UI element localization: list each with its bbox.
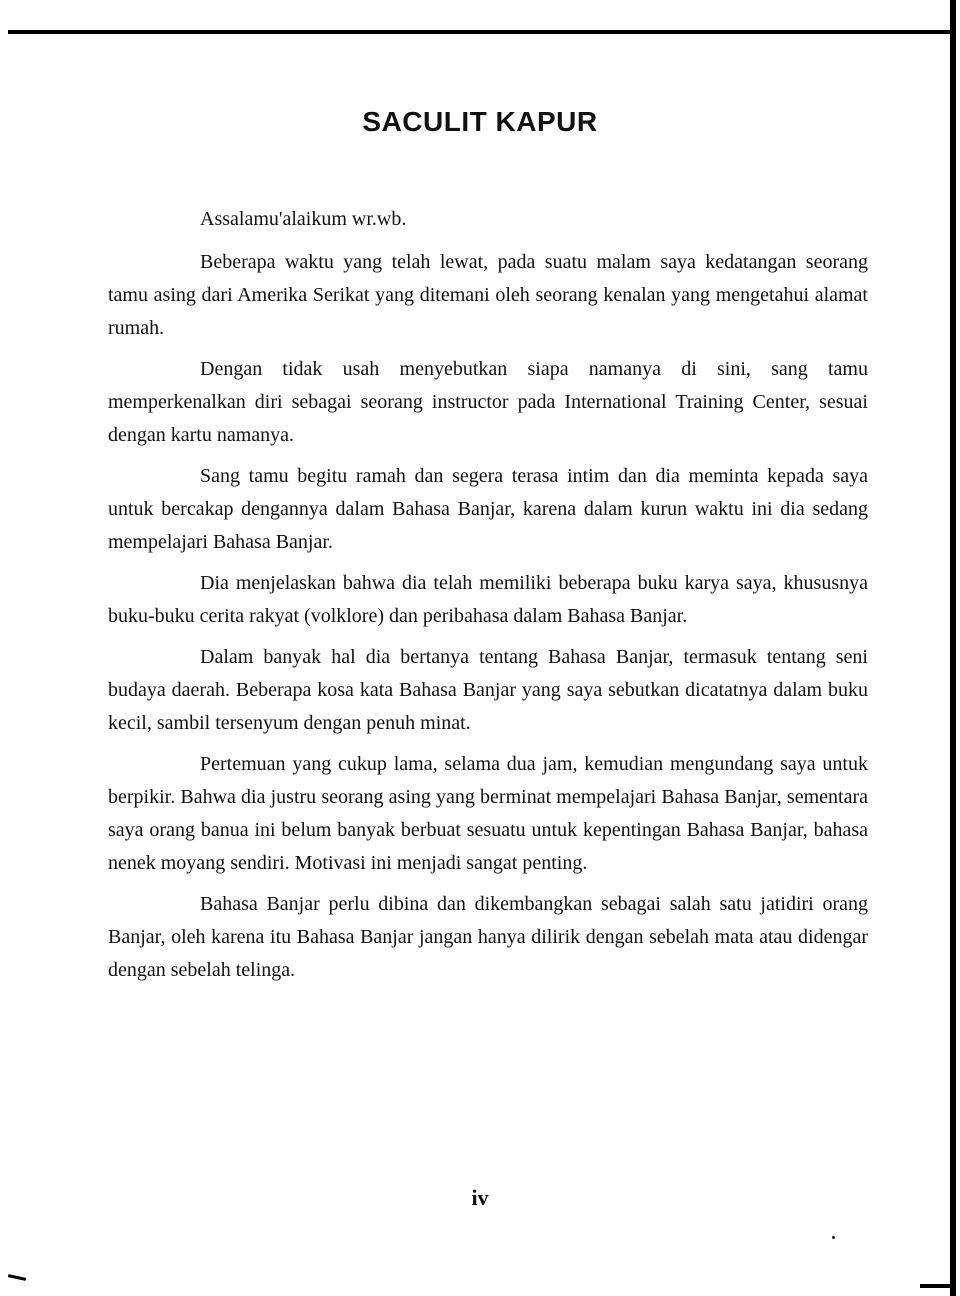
paragraph-7: Bahasa Banjar perlu dibina dan dikembangkan sebagai salah satu jatidiri orang Banjar, oleh karena itu Bahasa Banjar jangan hanya dilirik dengan sebelah mata atau didengar dengan sebelah telinga.	[108, 893, 868, 981]
body-text	[108, 203, 868, 995]
page-number: iv	[471, 1185, 489, 1210]
scan-border-top	[8, 30, 952, 34]
page-title: SACULIT KAPUR	[362, 106, 598, 137]
paragraph-2: Dengan tidak usah menyebutkan siapa namanya di sini, sang tamu memperkenalkan diri sebagai seorang instructor pada International Training Center, sesuai dengan kartu namanya.	[108, 358, 868, 446]
scan-border-right	[950, 0, 956, 1296]
scan-speck	[832, 1236, 835, 1239]
paragraph-1: Beberapa waktu yang telah lewat, pada suatu malam saya kedatangan seorang tamu asing dari Amerika Serikat yang ditemani oleh seorang kenalan yang mengetahui alamat rumah.	[108, 251, 868, 339]
scan-corner-mark-left	[8, 1274, 26, 1281]
paragraph-5: Dalam banyak hal dia bertanya tentang Bahasa Banjar, termasuk tentang seni budaya daerah. Beberapa kosa kata Bahasa Banjar yang saya sebutkan dicatatnya dalam buku kecil, sambil tersenyum dengan penuh minat.	[108, 646, 868, 734]
greeting-line: Assalamu'alaikum wr.wb.	[200, 208, 407, 230]
paragraph-3: Sang tamu begitu ramah dan segera terasa intim dan dia meminta kepada saya untuk bercakap dengannya dalam Bahasa Banjar, karena dalam kurun waktu ini dia sedang mempelajari Bahasa Banjar.	[108, 465, 868, 553]
paragraph-4: Dia menjelaskan bahwa dia telah memiliki beberapa buku karya saya, khususnya buku-buku cerita rakyat (volklore) dan peribahasa dalam Bahasa Banjar.	[108, 572, 868, 627]
scan-corner-mark-right	[920, 1284, 956, 1288]
paragraph-6: Pertemuan yang cukup lama, selama dua jam, kemudian mengundang saya untuk berpikir. Bahwa dia justru seorang asing yang berminat mempelajari Bahasa Banjar, sementara saya orang banua ini belum banyak berbuat sesuatu untuk kepentingan Bahasa Banjar, bahasa nenek moyang sendiri. Motivasi ini menjadi sangat penting.	[108, 753, 868, 874]
